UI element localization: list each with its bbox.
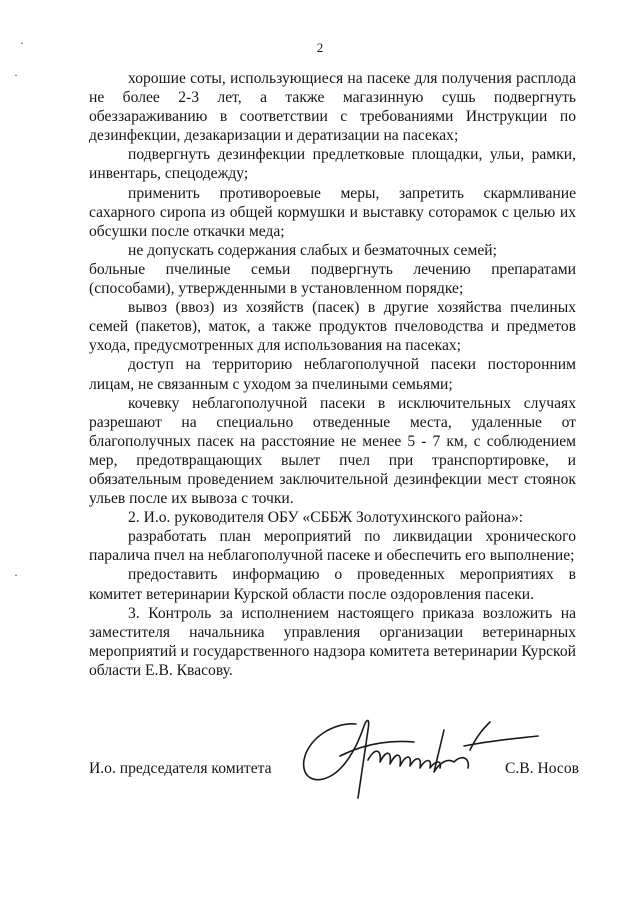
paragraph: 2. И.о. руководителя ОБУ «СББЖ Золотухинского района»:	[128, 509, 524, 527]
paragraph: разработать план мероприятий по ликвидации хронического паралича пчел на неблагополучной пасеке и обеспечить его выполнение;	[89, 528, 576, 565]
paragraph: хорошие соты, использующиеся на пасеке для получения расплода не более 2-3 лет, а также магазинную сушь подвергнуть обеззараживанию в соответствии с требованиями Инструкции по дезинфекции, дезакаризации и дератизации на пасеках;	[89, 70, 576, 145]
document-body	[89, 69, 576, 680]
paragraph: подвергнуть дезинфекции предлетковые площадки, ульи, рамки, инвентарь, спецодежду;	[89, 146, 576, 183]
signatory-title: И.о. председателя комитета	[89, 760, 272, 777]
handwritten-signature	[294, 710, 539, 802]
margin-mark: ·	[20, 36, 24, 50]
paragraph: вывоз (ввоз) из хозяйств (пасек) в другие хозяйства пчелиных семей (пакетов), маток, а также продуктов пчеловодства и предметов ухода, предусмотренных для использования на пасеках;	[89, 299, 576, 355]
page-number: 2	[316, 40, 324, 55]
paragraph: больные пчелиные семьи подвергнуть лечению препаратами (способами), утвержденными в установленном порядке;	[89, 260, 576, 298]
paragraph: 3. Контроль за исполнением настоящего приказа возложить на заместителя начальника управления организации ветеринарных мероприятий и государственного надзора комитета ветеринарии Курской области Е.В. Квасову.	[89, 604, 576, 679]
paragraph: не допускать содержания слабых и безматочных семей;	[128, 241, 497, 259]
paragraph: применить противороевые меры, запретить скармливание сахарного сиропа из общей кормушки и выставку соторамок с целью их обсушки после откачки меда;	[89, 184, 576, 240]
margin-mark: ·	[14, 68, 18, 82]
signature-block	[89, 752, 579, 792]
paragraph: доступ на территорию неблагополучной пасеки посторонним лицам, не связанным с уходом за пчелиными семьями;	[89, 356, 576, 393]
paragraph: кочевку неблагополучной пасеки в исключительных случаях разрешают на специально отведенные места, удаленные от благополучных пасек на расстояние не менее 5 - 7 км, с соблюдением мер, предотвращающих вылет пчел при транспортировке, и обязательным проведением заключительной дезинфекции мест стоянок ульев после их вывоза с точки.	[89, 394, 576, 508]
paragraph: предоставить информацию о проведенных мероприятиях в комитет ветеринарии Курской области после оздоровления пасеки.	[89, 566, 576, 603]
signatory-name: С.В. Носов	[504, 760, 579, 777]
margin-mark: ·	[14, 568, 18, 582]
